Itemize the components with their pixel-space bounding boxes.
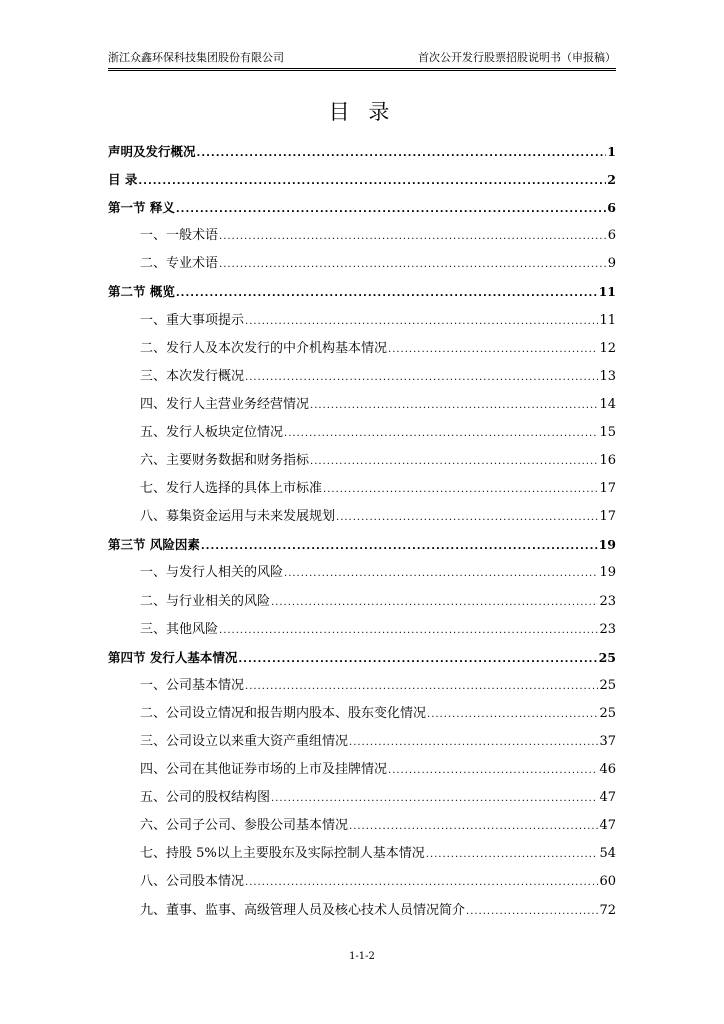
toc-entry-page: 11	[599, 312, 616, 328]
toc-entry-label: 九、董事、监事、高级管理人员及核心技术人员情况简介	[140, 902, 466, 918]
toc-section-entry[interactable]	[108, 194, 616, 222]
toc-leader-dots	[466, 898, 598, 926]
header-company: 浙江众鑫环保科技集团股份有限公司	[108, 51, 284, 64]
toc-entry-page: 1	[607, 144, 616, 159]
toc-leader-dots	[245, 364, 598, 392]
toc-entry-page: 15	[599, 424, 616, 440]
toc-leader-dots	[388, 757, 598, 785]
toc-leader-dots	[271, 589, 598, 617]
toc-section-entry[interactable]	[108, 166, 616, 194]
toc-leader-dots	[310, 448, 598, 476]
toc-subsection-entry[interactable]	[108, 588, 616, 616]
toc-entry-label: 五、公司的股权结构图	[140, 790, 271, 806]
toc-entry-page: 17	[599, 481, 616, 497]
toc-subsection-entry[interactable]	[108, 616, 616, 644]
toc-section-entry[interactable]	[108, 644, 616, 672]
toc-leader-dots	[238, 646, 597, 674]
header-doc-title: 首次公开发行股票招股说明书（申报稿）	[418, 51, 616, 64]
toc-leader-dots	[388, 336, 598, 364]
toc-entry-label: 目 录	[108, 172, 138, 188]
toc-leader-dots	[336, 504, 598, 532]
toc-leader-dots	[271, 785, 598, 813]
toc-subsection-entry[interactable]	[108, 419, 616, 447]
toc-entry-page: 19	[599, 565, 616, 581]
toc-entry-page: 19	[598, 537, 616, 553]
toc-entry-page: 9	[607, 256, 616, 272]
toc-subsection-entry[interactable]	[108, 672, 616, 700]
toc-section-entry[interactable]	[108, 278, 616, 306]
toc-entry-label: 声明及发行概况	[108, 144, 196, 159]
toc-leader-dots	[426, 841, 599, 869]
toc-entry-label: 三、公司设立以来重大资产重组情况	[140, 733, 349, 749]
toc-entry-label: 一、公司基本情况	[140, 677, 245, 693]
page-header	[108, 50, 616, 69]
toc-entry-label: 一、与发行人相关的风险	[140, 565, 284, 581]
toc-subsection-entry[interactable]	[108, 307, 616, 335]
toc-entry-label: 六、公司子公司、参股公司基本情况	[140, 818, 349, 834]
toc-entry-label: 第一节 释义	[108, 200, 175, 216]
toc-subsection-entry[interactable]	[108, 222, 616, 250]
toc-leader-dots	[176, 280, 598, 308]
toc-leader-dots	[176, 196, 606, 224]
toc-leader-dots	[201, 533, 598, 561]
toc-entry-label: 第二节 概览	[108, 284, 175, 300]
toc-leader-dots	[427, 701, 598, 729]
toc-entry-label: 八、公司股本情况	[140, 874, 245, 890]
toc-entry-label: 二、与行业相关的风险	[140, 593, 271, 609]
header-divider	[108, 70, 616, 71]
toc-subsection-entry[interactable]	[108, 700, 616, 728]
toc-entry-page: 12	[599, 340, 616, 356]
toc-subsection-entry[interactable]	[108, 475, 616, 503]
toc-leader-dots	[138, 168, 606, 196]
toc-entry-label: 三、本次发行概况	[140, 368, 245, 384]
toc-leader-dots	[197, 140, 607, 168]
toc-leader-dots	[284, 560, 598, 588]
toc-subsection-entry[interactable]	[108, 250, 616, 278]
toc-subsection-entry[interactable]	[108, 447, 616, 475]
toc-section-entry[interactable]	[108, 531, 616, 559]
toc-entry-page: 2	[607, 172, 616, 188]
toc-entry-label: 四、公司在其他证券市场的上市及挂牌情况	[140, 762, 388, 778]
toc-entry-page: 47	[599, 818, 616, 834]
toc-entry-page: 25	[598, 649, 616, 665]
toc-leader-dots	[219, 617, 598, 645]
toc-entry-page: 72	[599, 902, 616, 918]
toc-entry-label: 二、发行人及本次发行的中介机构基本情况	[140, 340, 388, 356]
toc-subsection-entry[interactable]	[108, 363, 616, 391]
toc-entry-label: 一、重大事项提示	[140, 312, 245, 328]
toc-entry-page: 37	[599, 733, 616, 749]
toc-entry-page: 25	[599, 705, 616, 721]
toc-entry-page: 23	[599, 593, 616, 609]
toc-entry-label: 三、其他风险	[140, 621, 219, 637]
toc-leader-dots	[245, 673, 598, 701]
toc-subsection-entry[interactable]	[108, 784, 616, 812]
toc-leader-dots	[349, 729, 598, 757]
toc-entry-page: 6	[607, 228, 616, 244]
toc-entry-label: 第三节 风险因素	[108, 537, 200, 553]
toc-entry-page: 25	[599, 677, 616, 693]
toc-entry-page: 13	[599, 368, 616, 384]
toc-subsection-entry[interactable]	[108, 868, 616, 896]
page-number: 1-1-2	[349, 951, 375, 962]
toc-subsection-entry[interactable]	[108, 897, 616, 925]
table-of-contents	[108, 138, 616, 925]
toc-entry-page: 47	[599, 790, 616, 806]
toc-subsection-entry[interactable]	[108, 391, 616, 419]
toc-subsection-entry[interactable]	[108, 559, 616, 587]
toc-leader-dots	[310, 392, 598, 420]
toc-subsection-entry[interactable]	[108, 840, 616, 868]
toc-entry-label: 六、主要财务数据和财务指标	[140, 453, 310, 469]
toc-entry-label: 八、募集资金运用与未来发展规划	[140, 509, 336, 525]
toc-entry-page: 46	[599, 762, 616, 778]
toc-entry-page: 17	[599, 509, 616, 525]
toc-leader-dots	[245, 308, 598, 336]
toc-leader-dots	[349, 813, 598, 841]
toc-entry-label: 七、持股 5%以上主要股东及实际控制人基本情况	[140, 846, 425, 862]
toc-section-entry[interactable]	[108, 138, 616, 166]
toc-entry-page: 14	[599, 396, 616, 412]
toc-entry-label: 第四节 发行人基本情况	[108, 649, 238, 665]
toc-leader-dots	[219, 251, 607, 279]
toc-entry-page: 23	[599, 621, 616, 637]
toc-entry-page: 16	[599, 453, 616, 469]
toc-entry-label: 四、发行人主营业务经营情况	[140, 396, 310, 412]
toc-subsection-entry[interactable]	[108, 756, 616, 784]
toc-entry-page: 60	[599, 874, 616, 890]
toc-entry-label: 二、专业术语	[140, 256, 219, 272]
toc-leader-dots	[284, 420, 598, 448]
toc-entry-label: 七、发行人选择的具体上市标准	[140, 481, 323, 497]
toc-entry-label: 五、发行人板块定位情况	[140, 424, 284, 440]
toc-subsection-entry[interactable]	[108, 728, 616, 756]
toc-entry-page: 11	[598, 284, 616, 300]
toc-leader-dots	[245, 869, 598, 897]
page-title: 目 录	[328, 100, 396, 124]
toc-entry-page: 6	[607, 200, 616, 216]
toc-entry-label: 二、公司设立情况和报告期内股本、股东变化情况	[140, 705, 427, 721]
toc-subsection-entry[interactable]	[108, 812, 616, 840]
toc-subsection-entry[interactable]	[108, 503, 616, 531]
toc-leader-dots	[323, 476, 598, 504]
toc-leader-dots	[219, 223, 607, 251]
toc-entry-page: 54	[599, 846, 616, 862]
toc-entry-label: 一、一般术语	[140, 228, 219, 244]
toc-subsection-entry[interactable]	[108, 335, 616, 363]
